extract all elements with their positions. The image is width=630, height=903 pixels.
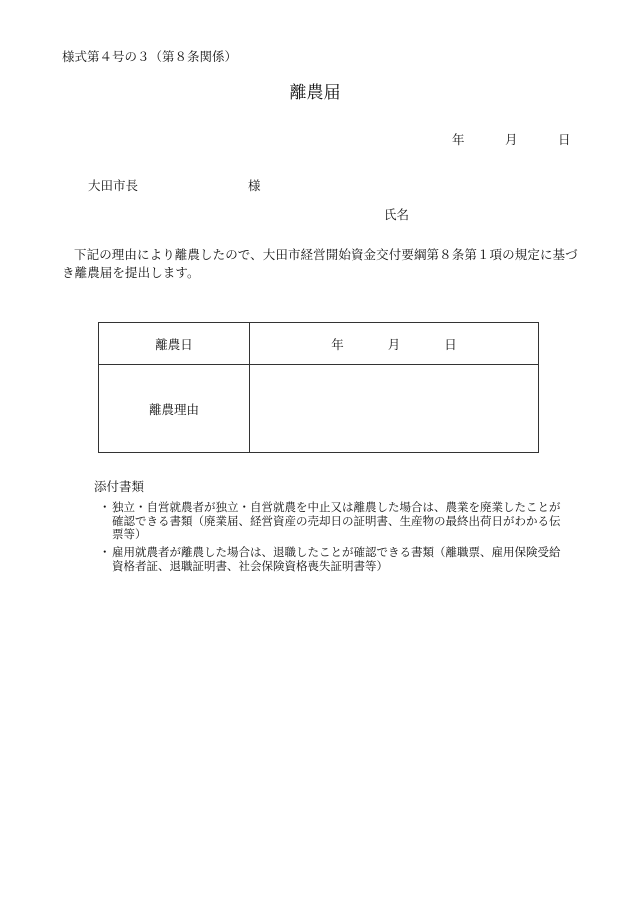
date-row-label: 離農日 [99, 323, 250, 365]
addressee-name: 大田市長 [88, 178, 139, 193]
attachment-item-text: 独立・自営就農者が独立・自営就農を中止又は離農した場合は、農業を廃業したことが確認できる書類（廃業届、経営資産の売却日の証明書、生産物の最終出荷日がわかる伝票等） [112, 500, 561, 541]
applicant-name-label: 氏名 [384, 207, 410, 222]
table-row-reason [99, 365, 539, 453]
date-month-label: 月 [505, 132, 518, 147]
bullet-mark: ・ [99, 500, 111, 514]
table-year-label: 年 [331, 336, 344, 352]
info-table [98, 322, 539, 453]
date-row-value[interactable] [250, 323, 539, 365]
body-text: 下記の理由により離農したので、大田市経営開始資金交付要綱第８条第１項の規定に基づき離農届を提出します。 [62, 247, 578, 280]
form-number: 様式第４号の３（第８条関係） [62, 49, 238, 64]
attachment-item-text: 雇用就農者が離農した場合は、退職したことが確認できる書類（離職票、雇用保険受給資格者証、退職証明書、社会保険資格喪失証明書等） [112, 545, 561, 573]
table-day-label: 日 [444, 336, 457, 352]
reason-row-value[interactable] [250, 365, 539, 453]
attachment-item [99, 546, 571, 573]
date-year-label: 年 [452, 132, 465, 147]
date-day-label: 日 [558, 132, 571, 147]
addressee-honorific: 様 [248, 178, 261, 193]
bullet-mark: ・ [99, 545, 111, 559]
document-title: 離農届 [289, 83, 341, 103]
reason-row-label: 離農理由 [99, 365, 250, 453]
table-month-label: 月 [387, 336, 401, 352]
attachment-item [99, 501, 571, 542]
attachments-heading: 添付書類 [94, 479, 145, 494]
table-row-date [99, 323, 539, 365]
